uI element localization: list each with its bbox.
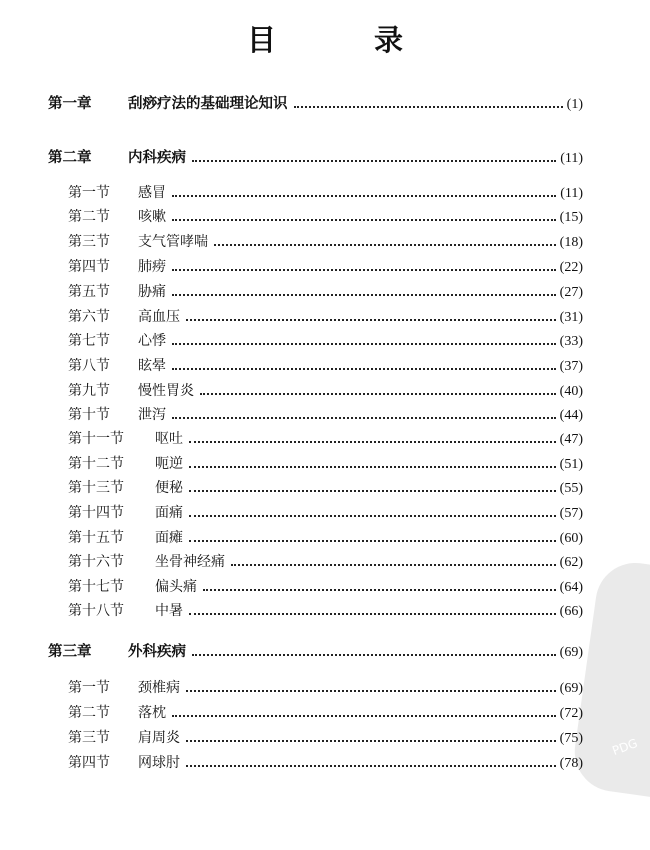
dot-leader [172, 368, 556, 370]
entry-title: 偏头痛 [155, 579, 197, 595]
dot-leader [192, 160, 556, 162]
toc-section-entry[interactable] [68, 182, 583, 202]
entry-page-number: (11) [560, 151, 583, 166]
entry-title: 面瘫 [155, 530, 183, 546]
entry-page-number: (51) [559, 457, 583, 472]
entry-number: 第一节 [68, 680, 110, 696]
toc-section-entry[interactable] [68, 677, 583, 697]
toc-chapter-entry[interactable] [48, 92, 583, 112]
entry-page-number: (69) [559, 681, 583, 696]
toc-section-entry[interactable] [68, 576, 583, 596]
toc-section-entry[interactable] [68, 453, 583, 473]
dot-leader [186, 690, 556, 692]
dot-leader [189, 441, 556, 443]
page-title: 目 录 [246, 23, 448, 57]
toc-section-entry[interactable] [68, 330, 583, 350]
entry-page-number: (37) [559, 359, 583, 374]
dot-leader [186, 319, 556, 321]
toc-section-entry[interactable] [68, 727, 583, 747]
entry-number: 第三节 [68, 234, 110, 250]
toc-section-entry[interactable] [68, 551, 583, 571]
entry-page-number: (72) [559, 706, 583, 721]
entry-title: 支气管哮喘 [138, 234, 208, 250]
dot-leader [189, 515, 556, 517]
dot-leader [172, 219, 556, 221]
entry-number: 第二节 [68, 209, 110, 225]
entry-number: 第十五节 [68, 530, 124, 546]
dot-leader [231, 564, 556, 566]
entry-page-number: (1) [566, 97, 583, 112]
entry-title: 高血压 [138, 309, 180, 325]
entry-number: 第二章 [48, 150, 92, 166]
toc-chapter-entry[interactable] [48, 640, 583, 660]
entry-title: 泄泻 [138, 407, 166, 423]
entry-page-number: (40) [559, 384, 583, 399]
entry-number: 第十四节 [68, 505, 124, 521]
dot-leader [189, 466, 556, 468]
entry-number: 第十七节 [68, 579, 124, 595]
entry-number: 第四节 [68, 259, 110, 275]
entry-page-number: (69) [559, 645, 583, 660]
dot-leader [172, 294, 556, 296]
entry-number: 第十节 [68, 407, 110, 423]
dot-leader [294, 106, 563, 108]
dot-leader [172, 417, 556, 419]
entry-page-number: (18) [559, 235, 583, 250]
entry-title: 慢性胃炎 [138, 383, 194, 399]
entry-page-number: (27) [559, 285, 583, 300]
entry-page-number: (78) [559, 756, 583, 771]
entry-title: 胁痛 [138, 284, 166, 300]
entry-page-number: (64) [559, 580, 583, 595]
dot-leader [189, 490, 556, 492]
dot-leader [214, 244, 556, 246]
dot-leader [203, 589, 556, 591]
entry-page-number: (55) [559, 481, 583, 496]
entry-title: 便秘 [155, 480, 183, 496]
entry-page-number: (33) [559, 334, 583, 349]
entry-page-number: (62) [559, 555, 583, 570]
dot-leader [172, 715, 556, 717]
entry-title: 肺痨 [138, 259, 166, 275]
entry-page-number: (57) [559, 506, 583, 521]
toc-section-entry[interactable] [68, 256, 583, 276]
entry-number: 第四节 [68, 755, 110, 771]
toc-section-entry[interactable] [68, 231, 583, 251]
dot-leader [189, 613, 556, 615]
entry-page-number: (31) [559, 310, 583, 325]
entry-number: 第七节 [68, 333, 110, 349]
entry-title: 落枕 [138, 705, 166, 721]
toc-section-entry[interactable] [68, 306, 583, 326]
entry-number: 第十六节 [68, 554, 124, 570]
entry-page-number: (47) [559, 432, 583, 447]
toc-section-entry[interactable] [68, 404, 583, 424]
entry-page-number: (60) [559, 531, 583, 546]
toc-chapter-entry[interactable] [48, 146, 583, 166]
entry-number: 第十三节 [68, 480, 124, 496]
entry-title: 眩晕 [138, 358, 166, 374]
entry-title: 肩周炎 [138, 730, 180, 746]
entry-page-number: (66) [559, 604, 583, 619]
entry-title: 外科疾病 [128, 644, 186, 660]
entry-number: 第一章 [48, 96, 92, 112]
toc-section-entry[interactable] [68, 600, 583, 620]
dot-leader [172, 269, 556, 271]
entry-title: 呕吐 [155, 431, 183, 447]
entry-page-number: (11) [560, 186, 583, 201]
entry-title: 心悸 [138, 333, 166, 349]
toc-section-entry[interactable] [68, 428, 583, 448]
entry-title: 内科疾病 [128, 150, 186, 166]
watermark-text: PDG [610, 736, 640, 758]
entry-page-number: (22) [559, 260, 583, 275]
toc-section-entry[interactable] [68, 380, 583, 400]
entry-number: 第一节 [68, 185, 110, 201]
toc-section-entry[interactable] [68, 477, 583, 497]
entry-number: 第六节 [68, 309, 110, 325]
entry-number: 第五节 [68, 284, 110, 300]
toc-section-entry[interactable] [68, 355, 583, 375]
dot-leader [192, 654, 556, 656]
toc-section-entry[interactable] [68, 702, 583, 722]
toc-section-entry[interactable] [68, 752, 583, 772]
entry-page-number: (75) [559, 731, 583, 746]
entry-title: 感冒 [138, 185, 166, 201]
dot-leader [200, 393, 556, 395]
entry-page-number: (15) [559, 210, 583, 225]
entry-title: 中暑 [155, 603, 183, 619]
toc-section-entry[interactable] [68, 527, 583, 547]
entry-title: 面痛 [155, 505, 183, 521]
entry-title: 呃逆 [155, 456, 183, 472]
entry-number: 第二节 [68, 705, 110, 721]
entry-number: 第十八节 [68, 603, 124, 619]
entry-number: 第八节 [68, 358, 110, 374]
entry-title: 坐骨神经痛 [155, 554, 225, 570]
dot-leader [172, 343, 556, 345]
entry-title: 颈椎病 [138, 680, 180, 696]
dot-leader [189, 540, 556, 542]
entry-number: 第九节 [68, 383, 110, 399]
entry-number: 第三节 [68, 730, 110, 746]
entry-page-number: (44) [559, 408, 583, 423]
entry-number: 第三章 [48, 644, 92, 660]
toc-section-entry[interactable] [68, 502, 583, 522]
entry-title: 网球肘 [138, 755, 180, 771]
entry-number: 第十一节 [68, 431, 124, 447]
entry-title: 咳嗽 [138, 209, 166, 225]
dot-leader [172, 195, 556, 197]
dot-leader [186, 765, 556, 767]
toc-section-entry[interactable] [68, 206, 583, 226]
entry-number: 第十二节 [68, 456, 124, 472]
toc-section-entry[interactable] [68, 281, 583, 301]
entry-title: 刮痧疗法的基础理论知识 [128, 96, 288, 112]
dot-leader [186, 740, 556, 742]
